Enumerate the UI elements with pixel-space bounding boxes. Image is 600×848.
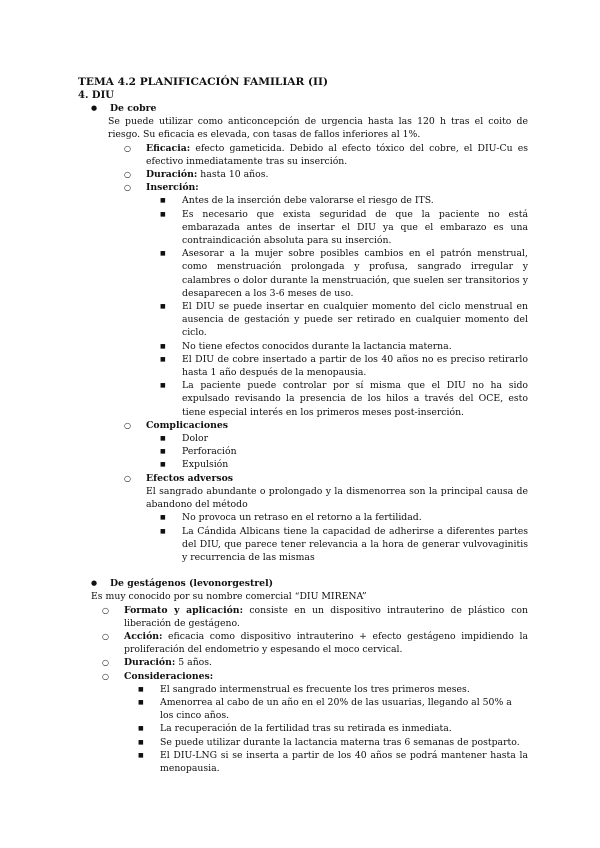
- list-item: ■ El DIU se puede insertar en cualquier momento del ciclo menstrual en ausencia de gestación y puede ser retirado en cualquier momento del ciclo.: [146, 300, 528, 340]
- gestagenos-consideraciones: [88, 670, 528, 776]
- efectos-list: [146, 511, 528, 564]
- duracion-label: Duración:: [146, 169, 198, 181]
- gestagenos-heading: ● De gestágenos (levonorgestrel): [110, 578, 274, 590]
- list-item: ■ El sangrado intermenstrual es frecuente los tres primeros meses.: [124, 683, 528, 696]
- list-item: ■ Amenorrea al cabo de un año en el 20% de las usuarias, llegando al 50% a los cinco años.: [124, 696, 528, 722]
- page-title: TEMA 4.2 PLANIFICACIÓN FAMILIAR (II): [78, 76, 328, 88]
- list-item: ■ La Cándida Albicans tiene la capacidad de adherirse a diferentes partes del DIU, que parece tener relevancia a la hora de generar vulvovaginitis y recurrencia de las mismas: [146, 525, 528, 565]
- eficacia-text: efecto gameticida. Debido al efecto tóxico del cobre, el DIU-Cu es efectivo inmediatamente tras su inserción.: [146, 142, 528, 167]
- eficacia-label: Eficacia:: [146, 142, 191, 154]
- list-item: ■ La recuperación de la fertilidad tras su retirada es inmediata.: [124, 722, 528, 735]
- document-content: [78, 75, 528, 775]
- diu-types-list: [78, 102, 528, 564]
- gestagenos-duracion: [88, 656, 528, 669]
- list-item: ■ Es necesario que exista seguridad de que la paciente no está embarazada antes de insertar el DIU ya que el embarazo es una contraindicación absoluta para su inserción.: [146, 208, 528, 248]
- diu-types-list-2: [78, 577, 528, 590]
- consideraciones-label: Consideraciones:: [124, 670, 214, 682]
- insercion-list: [146, 194, 528, 418]
- complicaciones-label: Complicaciones: [146, 419, 228, 431]
- complicaciones-list: [146, 432, 528, 472]
- insercion-label: Inserción:: [146, 182, 199, 194]
- accion-label: Acción:: [124, 630, 163, 642]
- list-item-cobre: [78, 102, 528, 564]
- spacer: [78, 564, 528, 577]
- cobre-sublist: [110, 142, 528, 565]
- list-item: ■ No provoca un retraso en el retorno a la fertilidad.: [146, 511, 528, 524]
- gestagenos-intro: Es muy conocido por su nombre comercial “DIU MIRENA”: [91, 591, 367, 603]
- formato-label: Formato y aplicación:: [124, 604, 244, 616]
- section-heading: 4. DIU: [78, 90, 114, 101]
- duracion-label: Duración:: [124, 657, 176, 669]
- list-item: ■ Dolor: [146, 432, 528, 445]
- efectos-text: El sangrado abundante o prolongado y la dismenorrea son la principal causa de abandono del método: [146, 485, 528, 511]
- list-item: ■ Se puede utilizar durante la lactancia materna tras 6 semanas de postparto.: [124, 736, 528, 749]
- list-item: ■ No tiene efectos conocidos durante la lactancia materna.: [146, 340, 528, 353]
- duracion-text: hasta 10 años.: [197, 169, 269, 181]
- gestagenos-accion: [88, 630, 528, 656]
- cobre-intro: Se puede utilizar como anticoncepción de urgencia hasta las 120 h tras el coito de riesgo. Su eficacia es elevada, con tasas de fallos inferiores al 1%.: [108, 116, 528, 141]
- list-item: ■ La paciente puede controlar por sí misma que el DIU no ha sido expulsado revisando la presencia de los hilos a través del OCE, esto tiene especial interés en los primeros meses post-inserción.: [146, 379, 528, 419]
- list-item: ■ Asesorar a la mujer sobre posibles cambios en el patrón menstrual, como menstruación prolongada y profusa, sangrado irregular y calambres o dolor durante la menstruación, que suelen ser transitorios y desaparecen a los 3-6 meses de uso.: [146, 247, 528, 300]
- cobre-duracion: [110, 168, 528, 181]
- list-item: ■ El DIU de cobre insertado a partir de los 40 años no es preciso retirarlo hasta 1 año después de la menopausia.: [146, 353, 528, 379]
- efectos-label: Efectos adversos: [146, 472, 234, 484]
- list-item: ■ Expulsión: [146, 458, 528, 471]
- cobre-complicaciones: [110, 419, 528, 472]
- duracion-text: 5 años.: [175, 657, 213, 669]
- gestagenos-formato: [88, 604, 528, 630]
- cobre-eficacia: [110, 142, 528, 168]
- list-item: ■ Perforación: [146, 445, 528, 458]
- consideraciones-list: [124, 683, 528, 775]
- list-item-gestagenos: [78, 577, 528, 590]
- list-item: ■ El DIU-LNG si se inserta a partir de los 40 años se podrá mantener hasta la menopausia.: [124, 749, 528, 775]
- cobre-insercion: [110, 181, 528, 419]
- cobre-heading: ● De cobre: [110, 103, 157, 114]
- cobre-efectos: [110, 472, 528, 564]
- list-item: ■ Antes de la inserción debe valorarse el riesgo de ITS.: [146, 194, 528, 207]
- formato-text: consiste en un dispositivo intrauterino de plástico con liberación de gestágeno.: [124, 604, 529, 629]
- gestagenos-sublist: [88, 604, 528, 776]
- accion-text: eficacia como dispositivo intrauterino + efecto gestágeno impidiendo la proliferación del endometrio y espesando el moco cervical.: [124, 630, 528, 656]
